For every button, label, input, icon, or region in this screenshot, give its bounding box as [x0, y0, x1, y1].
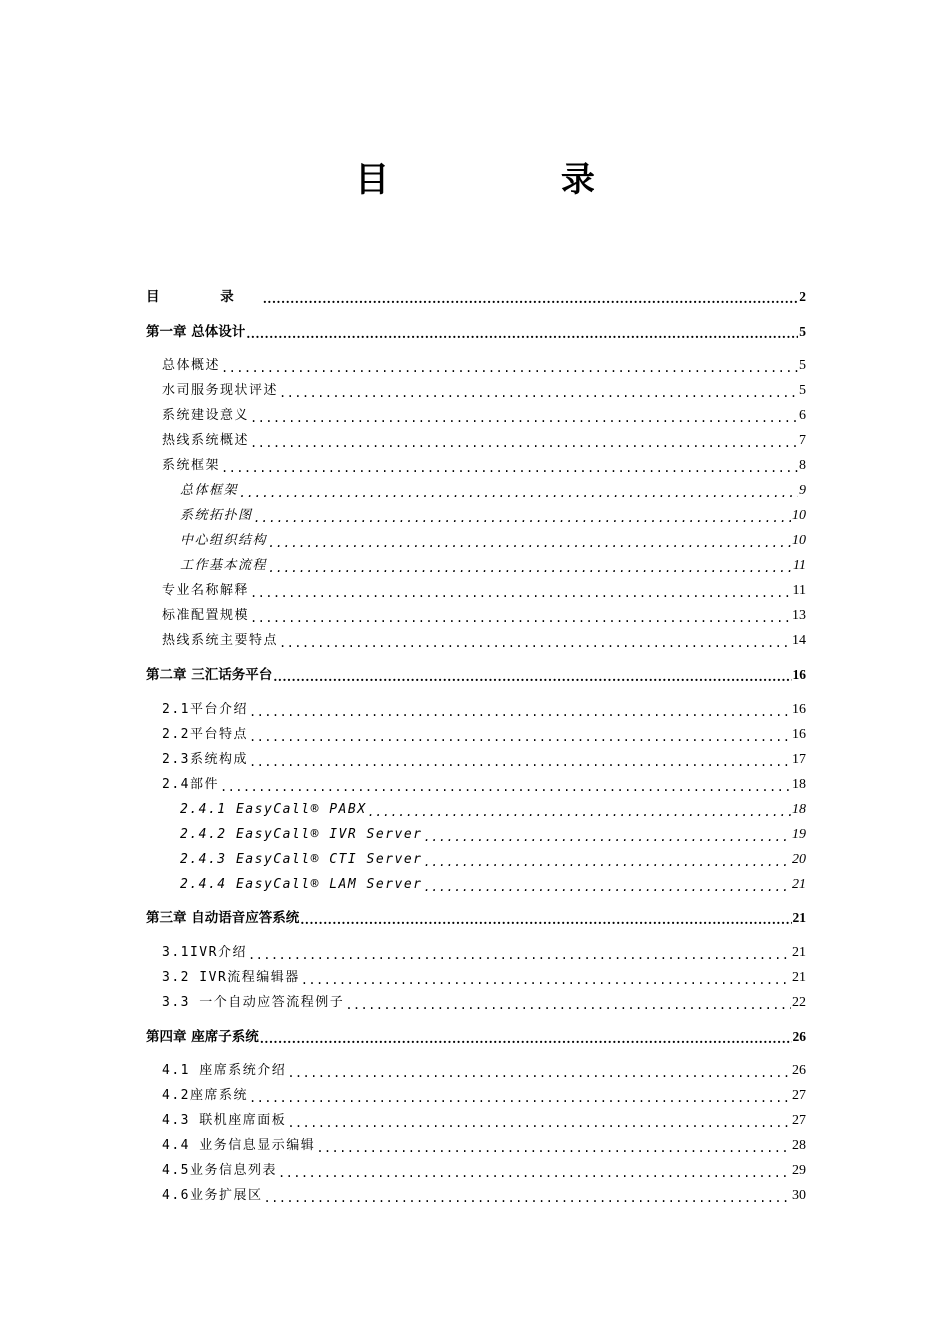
toc-entry-label: 总体框架: [180, 483, 239, 498]
toc-entry-label: 4.6业务扩展区: [162, 1188, 263, 1203]
toc-entry[interactable]: [180, 506, 806, 526]
dot-leader: [250, 606, 791, 626]
toc-entry-page: 27: [792, 1088, 806, 1103]
dot-leader: [279, 381, 798, 401]
toc-entry[interactable]: [162, 968, 806, 988]
toc-entry-label: 第二章 三汇话务平台: [146, 667, 273, 683]
dot-leader: [268, 556, 792, 576]
toc-entry-page: 5: [799, 383, 806, 398]
dot-leader: [301, 968, 791, 988]
toc-entry-label: 第一章 总体设计: [146, 324, 246, 340]
toc-entry-label: 目 录: [146, 289, 262, 305]
toc-entry-label: 4.3 联机座席面板: [162, 1113, 287, 1128]
toc-entry-label: 总体概述: [162, 358, 221, 373]
toc-entry-label: 2.4.2 EasyCall® IVR Server: [180, 827, 423, 842]
dot-leader: [249, 750, 791, 770]
toc-entry[interactable]: [162, 631, 806, 651]
toc-entry-page: 30: [792, 1188, 806, 1203]
dot-leader: [260, 1027, 792, 1047]
toc-entry-label: 系统框架: [162, 458, 221, 473]
toc-entry-page: 11: [792, 583, 806, 598]
toc-entry[interactable]: [162, 725, 806, 745]
toc-entry[interactable]: [162, 700, 806, 720]
dot-leader: [424, 875, 792, 895]
dot-leader: [249, 725, 791, 745]
toc-entry-label: 系统建设意义: [162, 408, 250, 423]
toc-entry-page: 21: [792, 945, 806, 960]
toc-entry-page: 16: [792, 727, 806, 742]
toc-entry[interactable]: [162, 456, 806, 476]
toc-entry[interactable]: [162, 1161, 806, 1181]
toc-entry-label: 2.1平台介绍: [162, 702, 248, 717]
toc-entry[interactable]: [180, 531, 806, 551]
toc-entry-page: 26: [792, 1029, 806, 1044]
toc-entry-page: 7: [799, 433, 806, 448]
toc-entry[interactable]: [180, 800, 806, 820]
dot-leader: [300, 908, 791, 928]
dot-leader: [263, 287, 799, 307]
toc-entry-label: 4.4 业务信息显示编辑: [162, 1138, 316, 1153]
dot-leader: [273, 665, 791, 685]
toc-entry-label: 系统拓扑图: [180, 508, 253, 523]
dot-leader: [250, 406, 798, 426]
toc-entry[interactable]: [180, 850, 806, 870]
toc-entry-label: 4.5业务信息列表: [162, 1163, 277, 1178]
dot-leader: [278, 1161, 791, 1181]
page-title: 目 录: [355, 160, 675, 200]
dot-leader: [287, 1111, 791, 1131]
toc-entry[interactable]: [162, 606, 806, 626]
dot-leader: [368, 800, 791, 820]
toc-entry-label: 2.4部件: [162, 777, 219, 792]
toc-entry-page: 22: [792, 995, 806, 1010]
toc-entry-label: 2.4.3 EasyCall® CTI Server: [180, 852, 423, 867]
toc-entry-contents[interactable]: [146, 287, 806, 307]
dot-leader: [345, 993, 791, 1013]
toc-entry[interactable]: [162, 1136, 806, 1156]
toc-entry-page: 18: [792, 802, 806, 817]
toc-entry-page: 13: [792, 608, 806, 623]
toc-entry-label: 2.4.4 EasyCall® LAM Server: [180, 877, 423, 892]
toc-entry-page: 27: [792, 1113, 806, 1128]
toc-entry-page: 6: [799, 408, 806, 423]
toc-entry-chapter-4[interactable]: [146, 1027, 806, 1047]
dot-leader: [263, 1186, 791, 1206]
toc-entry-label: 水司服务现状评述: [162, 383, 279, 398]
dot-leader: [287, 1061, 791, 1081]
toc-entry-label: 第四章 座席子系统: [146, 1029, 259, 1045]
toc-entry-label: 中心组织结构: [180, 533, 268, 548]
toc-entry[interactable]: [162, 406, 806, 426]
toc-entry-page: 10: [792, 533, 806, 548]
toc-entry[interactable]: [162, 431, 806, 451]
toc-entry-label: 工作基本流程: [180, 558, 268, 573]
toc-entry-label: 第三章 自动语音应答系统: [146, 910, 300, 926]
toc-entry-label: 3.2 IVR流程编辑器: [162, 970, 300, 985]
toc-entry-page: 21: [792, 877, 806, 892]
toc-entry-page: 5: [799, 324, 806, 339]
toc-entry-page: 19: [792, 827, 806, 842]
toc-entry-label: 3.1IVR介绍: [162, 945, 247, 960]
toc-entry-label: 2.2平台特点: [162, 727, 248, 742]
toc-entry-page: 17: [792, 752, 806, 767]
dot-leader: [279, 631, 791, 651]
toc-entry-page: 16: [792, 702, 806, 717]
toc-entry-chapter-3[interactable]: [146, 908, 806, 928]
dot-leader: [424, 825, 792, 845]
toc-entry-page: 14: [792, 633, 806, 648]
toc-entry[interactable]: [162, 750, 806, 770]
toc-entry-page: 2: [799, 289, 806, 304]
toc-entry-label: 2.3系统构成: [162, 752, 248, 767]
toc-entry-page: 5: [799, 358, 806, 373]
toc-entry[interactable]: [162, 775, 806, 795]
toc-entry[interactable]: [180, 481, 806, 501]
toc-entry[interactable]: [162, 581, 806, 601]
toc-entry-page: 9: [799, 483, 806, 498]
toc-entry-page: 18: [792, 777, 806, 792]
toc-entry-page: 16: [792, 667, 806, 682]
toc-entry-page: 21: [792, 910, 806, 925]
dot-leader: [220, 775, 791, 795]
toc-entry[interactable]: [162, 943, 806, 963]
toc-entry[interactable]: [180, 556, 806, 576]
toc-entry-page: 28: [792, 1138, 806, 1153]
toc-entry-label: 3.3 一个自动应答流程例子: [162, 995, 345, 1010]
dot-leader: [246, 322, 798, 342]
toc-entry-label: 标准配置规模: [162, 608, 250, 623]
toc-entry-page: 8: [799, 458, 806, 473]
dot-leader: [316, 1136, 791, 1156]
toc-entry-page: 11: [793, 558, 806, 573]
dot-leader: [248, 943, 791, 963]
toc-entry-label: 4.1 座席系统介绍: [162, 1063, 287, 1078]
toc-entry-chapter-1[interactable]: [146, 322, 806, 342]
toc-entry-label: 专业名称解释: [162, 583, 250, 598]
toc-entry[interactable]: [162, 1086, 806, 1106]
toc-entry-page: 26: [792, 1063, 806, 1078]
toc-entry[interactable]: [180, 825, 806, 845]
dot-leader: [254, 506, 791, 526]
toc-entry[interactable]: [162, 993, 806, 1013]
toc-entry-label: 2.4.1 EasyCall® PABX: [180, 802, 367, 817]
toc-entry[interactable]: [180, 875, 806, 895]
toc-entry[interactable]: [162, 356, 806, 376]
toc-entry[interactable]: [162, 1186, 806, 1206]
toc-entry-page: 21: [792, 970, 806, 985]
dot-leader: [268, 531, 791, 551]
toc-entry[interactable]: [162, 1061, 806, 1081]
toc-entry-page: 10: [792, 508, 806, 523]
toc-entry[interactable]: [162, 1111, 806, 1131]
dot-leader: [221, 356, 798, 376]
dot-leader: [249, 1086, 791, 1106]
dot-leader: [239, 481, 798, 501]
toc-entry-chapter-2[interactable]: [146, 665, 806, 685]
toc-entry-page: 20: [792, 852, 806, 867]
toc-entry-label: 4.2座席系统: [162, 1088, 248, 1103]
toc-entry-label: 热线系统概述: [162, 433, 250, 448]
dot-leader: [250, 431, 798, 451]
dot-leader: [221, 456, 798, 476]
dot-leader: [249, 700, 791, 720]
dot-leader: [424, 850, 792, 870]
toc-entry-page: 29: [792, 1163, 806, 1178]
toc-entry-label: 热线系统主要特点: [162, 633, 279, 648]
dot-leader: [250, 581, 792, 601]
toc-entry[interactable]: [162, 381, 806, 401]
